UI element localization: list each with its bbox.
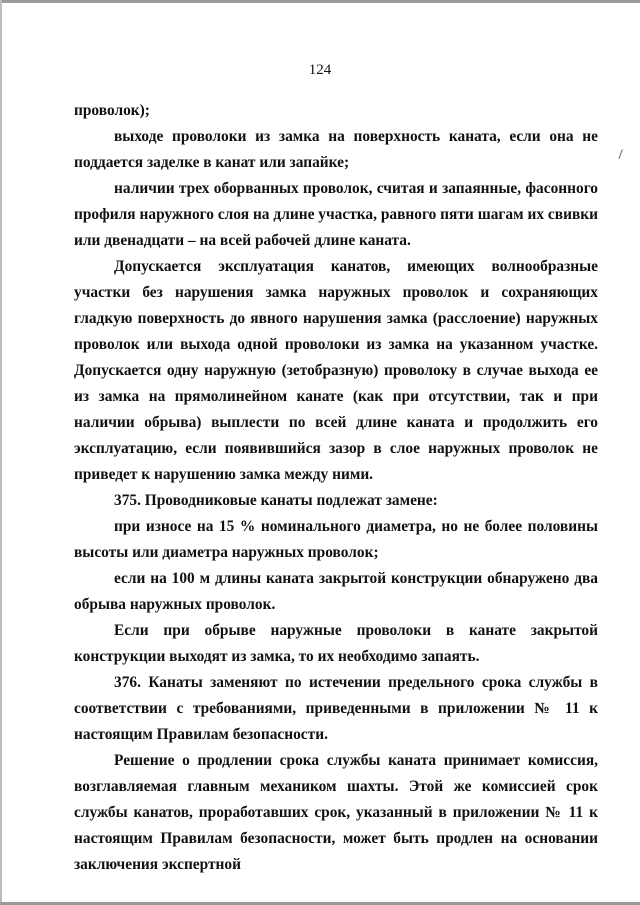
paragraph-5: при износе на 15 % номинального диаметра, но не более половины высоты или диаметра наружных проволок; — [74, 518, 598, 561]
page-number: 124 — [308, 62, 332, 78]
paragraph-9: Решение о продлении срока службы каната принимает комиссия, возглавляемая главным механиком шахты. Этой же комиссией срок службы канатов, проработавших срок, указанный в приложении № 11 к настоящим Правилам безопасности, может быть продлен на основании заключения экспертной — [74, 752, 598, 873]
scan-mark — [618, 149, 627, 160]
paragraph-2: наличии трех оборванных проволок, считая и запаянные, фасонного профиля наружного слоя на длине участка, равного пяти шагам их свивки или двенадцати – на всей рабочей длине каната. — [74, 180, 598, 249]
scan-edge-top — [0, 0, 640, 3]
paragraph-3: Допускается эксплуатация канатов, имеющих волнообразные участки без нарушения замка наружных проволок и сохраняющих гладкую поверхность до явного нарушения замка (расслоение) наружных проволок или выхода одной проволоки из замка на указанном участке. Допускается одну наружную (зетобразную) проволоку в случае выхода ее из замка на прямолинейном канате (как при отсутствии, так и при наличии обрыва) выплести по всей длине каната и продолжить его эксплуатацию, если появившийся зазор в слое наружных проволок не приведет к нарушению замка между ними. — [74, 258, 598, 483]
paragraph-1: выходе проволоки из замка на поверхность каната, если она не поддается заделке в канат или запайке; — [74, 128, 598, 171]
paragraph-0: проволок); — [74, 102, 150, 119]
paragraph-8: 376. Канаты заменяют по истечении предельного срока службы в соответствии с требованиями, приведенными в приложении № 11 к настоящим Правилам безопасности. — [74, 674, 598, 743]
paragraph-7: Если при обрыве наружные проволоки в канате закрытой конструкции выходят из замка, то их необходимо запаять. — [74, 622, 598, 665]
paragraph-6: если на 100 м длины каната закрытой конструкции обнаружено два обрыва наружных проволок. — [74, 570, 598, 613]
document-body — [74, 98, 598, 878]
scan-edge-left — [0, 0, 2, 905]
paragraph-4: 375. Проводниковые канаты подлежат замене: — [114, 492, 438, 509]
